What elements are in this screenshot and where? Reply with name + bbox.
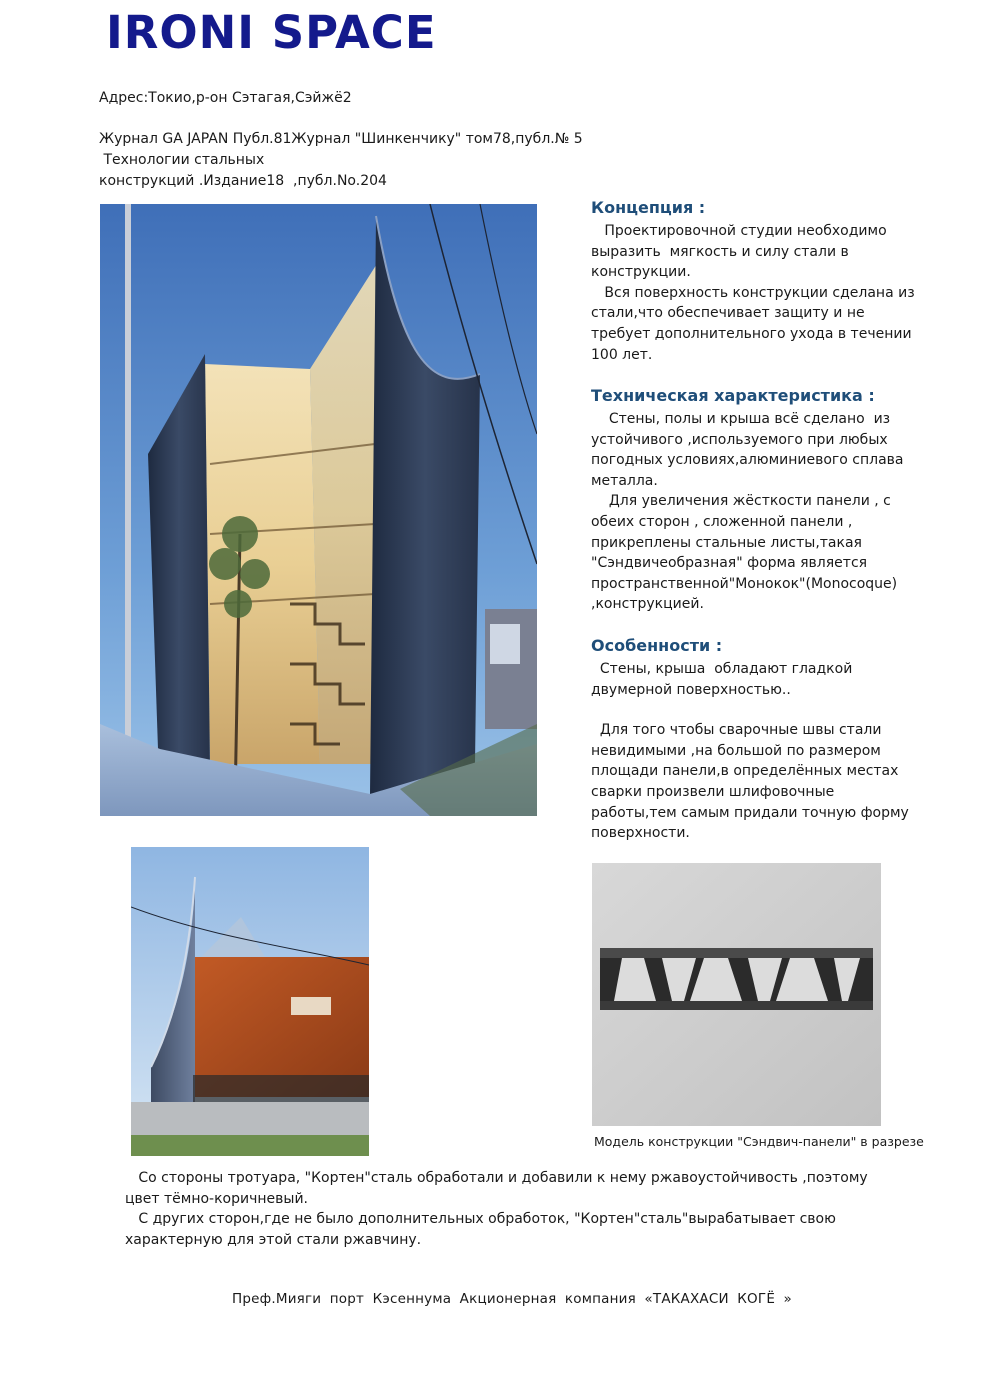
address: Адрес:Токио,р-он Сэтагая,Сэйжё2 <box>99 90 352 106</box>
concept-heading: Концепция : <box>591 198 706 217</box>
bottom-text <box>125 1168 900 1250</box>
concept-paragraph-1: Проектировочной студии необходимо выразить мягкость и силу стали в конструкции. <box>591 223 892 281</box>
publication-line-1: Журнал GA JAPAN Публ.81Журнал "Шинкенчику" том78,публ.№ 5 <box>99 131 583 147</box>
features-paragraph-1: Стены, крыша обладают гладкой двумерной поверхностью.. <box>591 661 857 698</box>
features-paragraph-2: Для того чтобы сварочные швы стали невидимыми ,на большой по размером площади панели,в определённых местах сварки произвели шлифовочные работы,тем самым придали точную форму поверхности. <box>591 722 914 842</box>
model-caption: Модель конструкции "Сэндвич-панели" в разрезе <box>594 1134 924 1149</box>
technical-section <box>591 385 921 615</box>
technical-paragraph-2: Для увеличения жёсткости панели , с обеих сторон , сложенной панели , прикреплены стальные листы,такая "Сэндвичеобразная" форма является пространственной"Монокок"(Monocoque) ,конструкцией. <box>591 493 902 613</box>
bottom-paragraph-2: С других сторон,где не было дополнительных обработок, "Кортен"сталь"вырабатывает свою характерную для этой стали ржавчину. <box>125 1211 841 1248</box>
footer-company: Преф.Мияги порт Кэсеннума Акционерная компания «ТАКАХАСИ КОГЁ » <box>232 1291 793 1307</box>
technical-heading: Техническая характеристика : <box>591 386 875 405</box>
features-heading: Особенности : <box>591 636 723 655</box>
building-photo <box>100 204 537 816</box>
technical-paragraph-1: Стены, полы и крыша всё сделано из устойчивого ,используемого при любых погодных условиях,алюминиевого сплава металла. <box>591 411 908 489</box>
publication-line-3: конструкций .Издание18 ,публ.No.204 <box>99 173 387 189</box>
publication-line-2: Технологии стальных <box>99 152 265 168</box>
concept-paragraph-2: Вся поверхность конструкции сделана из стали,что обеспечивает защиту и не требует дополнительного ухода в течении 100 лет. <box>591 284 920 363</box>
sandwich-panel-model-photo <box>592 863 881 1126</box>
features-section <box>591 635 921 844</box>
bottom-paragraph-1: Со стороны тротуара, "Кортен"сталь обработали и добавили к нему ржавоустойчивость ,поэтому цвет тёмно-коричневый. <box>125 1170 873 1207</box>
page-title: IRONI SPACE <box>106 6 437 59</box>
concept-section <box>591 197 921 365</box>
corten-facade-photo <box>131 847 369 1156</box>
